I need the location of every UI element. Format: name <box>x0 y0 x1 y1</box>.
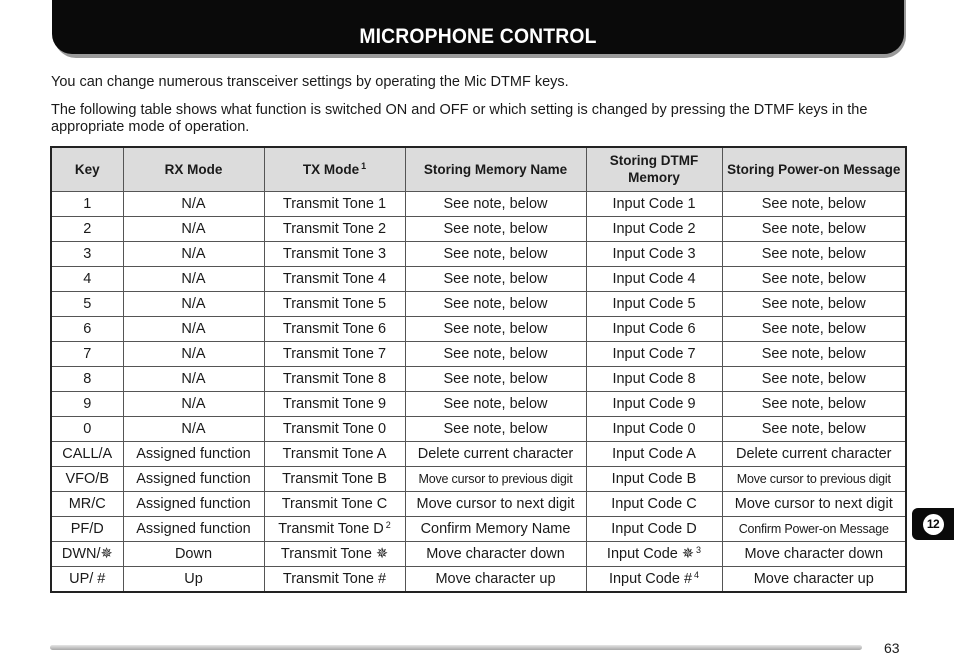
dtmf-memory-cell <box>586 291 722 316</box>
memory-name-cell-text: Move character down <box>426 545 565 562</box>
memory-name-cell <box>405 191 586 216</box>
memory-name-cell-text: See note, below <box>443 220 548 237</box>
tx-mode-cell <box>264 416 405 441</box>
tx-mode-cell-text: Transmit Tone A <box>282 445 387 462</box>
table-row <box>51 341 906 366</box>
power-on-message-cell-text: Move cursor to next digit <box>734 495 893 512</box>
power-on-message-cell <box>722 291 906 316</box>
key-cell <box>51 366 123 391</box>
tx-mode-cell-text: Transmit Tone ✵ <box>280 545 389 562</box>
rx-mode-cell-text: Down <box>174 545 213 562</box>
memory-name-cell <box>405 316 586 341</box>
rx-mode-cell-text: Assigned function <box>136 495 251 512</box>
tx-mode-cell-text: Transmit Tone 4 <box>282 270 387 287</box>
rx-mode-cell-text: N/A <box>181 395 206 412</box>
power-on-message-cell <box>722 416 906 441</box>
rx-mode-cell-text: N/A <box>181 345 206 362</box>
rx-mode-cell-text: Assigned function <box>136 520 251 537</box>
rx-mode-cell-text: N/A <box>181 220 206 237</box>
memory-name-cell-text: See note, below <box>443 395 548 412</box>
rx-mode-cell <box>123 416 264 441</box>
power-on-message-cell <box>722 341 906 366</box>
footer-rule <box>50 645 862 650</box>
key-cell-text: 7 <box>83 345 92 362</box>
table-row <box>51 416 906 441</box>
tx-mode-cell-text: Transmit Tone B <box>282 470 387 487</box>
power-on-message-cell-text: Delete current character <box>735 445 892 462</box>
memory-name-cell <box>405 491 586 516</box>
rx-mode-cell-text: N/A <box>181 370 206 387</box>
dtmf-memory-cell <box>586 466 722 491</box>
dtmf-memory-cell <box>586 216 722 241</box>
dtmf-memory-cell <box>586 316 722 341</box>
dtmf-memory-cell <box>586 566 722 592</box>
dtmf-memory-cell-text: Input Code 9 <box>612 395 696 412</box>
key-cell-text: 4 <box>83 270 92 287</box>
memory-name-cell <box>405 366 586 391</box>
memory-name-cell-text: See note, below <box>443 295 548 312</box>
dtmf-memory-cell-text: Input Code # <box>608 570 693 587</box>
tx-mode-cell <box>264 466 405 491</box>
memory-name-cell-text: Move character up <box>435 570 556 587</box>
rx-mode-cell <box>123 566 264 592</box>
rx-mode-cell-text: Assigned function <box>136 445 251 462</box>
rx-mode-cell <box>123 341 264 366</box>
dtmf-memory-cell-text: Input Code 5 <box>612 295 696 312</box>
key-cell <box>51 241 123 266</box>
table-row <box>51 366 906 391</box>
table-row <box>51 516 906 541</box>
key-cell-text: PF/D <box>70 520 104 537</box>
rx-mode-cell <box>123 491 264 516</box>
rx-mode-cell-text: Up <box>184 570 203 587</box>
memory-name-cell <box>405 466 586 491</box>
key-cell <box>51 516 123 541</box>
tx-mode-cell <box>264 316 405 341</box>
table-row <box>51 291 906 316</box>
key-cell <box>51 191 123 216</box>
chapter-number-badge: 12 <box>923 514 944 535</box>
intro-paragraph-1: You can change numerous transceiver settings by operating the Mic DTMF keys. <box>51 74 569 90</box>
key-cell-text: 2 <box>83 220 92 237</box>
power-on-message-cell <box>722 466 906 491</box>
key-cell-text: CALL/A <box>62 445 113 462</box>
power-on-message-cell <box>722 266 906 291</box>
power-on-message-cell-text: See note, below <box>761 345 866 362</box>
page-number: 63 <box>884 640 900 656</box>
power-on-message-cell-text: See note, below <box>761 195 866 212</box>
key-cell <box>51 491 123 516</box>
dtmf-memory-cell-text: Input Code 1 <box>612 195 696 212</box>
dtmf-memory-cell-text: Input Code B <box>611 470 697 487</box>
dtmf-memory-cell <box>586 391 722 416</box>
rx-mode-cell <box>123 291 264 316</box>
key-cell <box>51 216 123 241</box>
rx-mode-cell <box>123 541 264 566</box>
power-on-message-cell <box>722 541 906 566</box>
power-on-message-cell <box>722 191 906 216</box>
tx-mode-cell-text: Transmit Tone C <box>281 495 388 512</box>
memory-name-cell-text: See note, below <box>443 345 548 362</box>
memory-name-cell <box>405 566 586 592</box>
power-on-message-cell <box>722 216 906 241</box>
power-on-message-cell-text: See note, below <box>761 295 866 312</box>
tx-mode-cell-text: Transmit Tone 2 <box>282 220 387 237</box>
rx-mode-cell-text: N/A <box>181 270 206 287</box>
tx-mode-cell <box>264 266 405 291</box>
power-on-message-cell-text: See note, below <box>761 370 866 387</box>
key-cell <box>51 566 123 592</box>
tx-mode-cell <box>264 191 405 216</box>
memory-name-cell-text: See note, below <box>443 320 548 337</box>
tx-mode-cell-text: Transmit Tone 9 <box>282 395 387 412</box>
key-cell <box>51 466 123 491</box>
tx-mode-cell-text: Transmit Tone 7 <box>282 345 387 362</box>
power-on-message-cell-text: See note, below <box>761 420 866 437</box>
rx-mode-cell <box>123 266 264 291</box>
power-on-message-cell <box>722 241 906 266</box>
rx-mode-cell-text: N/A <box>181 295 206 312</box>
power-on-message-cell-text: Move character up <box>753 570 874 587</box>
memory-name-cell-text: See note, below <box>443 420 548 437</box>
dtmf-memory-cell-text: Input Code C <box>611 495 697 512</box>
rx-mode-cell-text: N/A <box>181 245 206 262</box>
memory-name-cell <box>405 441 586 466</box>
dtmf-memory-cell-text: Input Code 6 <box>612 320 696 337</box>
header-tx-mode-footnote: 1 <box>361 160 367 171</box>
power-on-message-cell-text: Confirm Power-on Message <box>738 521 889 536</box>
page-title: MICROPHONE CONTROL <box>359 25 597 48</box>
key-cell <box>51 416 123 441</box>
dtmf-memory-cell <box>586 191 722 216</box>
key-cell <box>51 441 123 466</box>
memory-name-cell-text: Move cursor to previous digit <box>418 471 573 486</box>
header-rx-mode: RX Mode <box>123 147 264 191</box>
key-cell <box>51 541 123 566</box>
table-row <box>51 391 906 416</box>
rx-mode-cell <box>123 316 264 341</box>
memory-name-cell <box>405 541 586 566</box>
memory-name-cell-text: Confirm Memory Name <box>420 520 571 537</box>
memory-name-cell-text: Move cursor to next digit <box>416 495 575 512</box>
tx-mode-cell <box>264 491 405 516</box>
key-cell-text: 3 <box>83 245 92 262</box>
rx-mode-cell <box>123 241 264 266</box>
header-storing-dtmf-memory: Storing DTMF Memory <box>586 147 722 191</box>
dtmf-memory-cell <box>586 541 722 566</box>
header-key: Key <box>51 147 123 191</box>
dtmf-memory-cell-text: Input Code 3 <box>612 245 696 262</box>
tx-mode-cell-text: Transmit Tone 5 <box>282 295 387 312</box>
dtmf-memory-cell <box>586 491 722 516</box>
key-cell-text: UP/ # <box>69 570 106 587</box>
tx-mode-cell-text: Transmit Tone D <box>278 520 384 537</box>
table-row <box>51 266 906 291</box>
rx-mode-cell <box>123 191 264 216</box>
tx-mode-cell <box>264 341 405 366</box>
power-on-message-cell-text: See note, below <box>761 270 866 287</box>
tx-mode-cell-text: Transmit Tone 6 <box>282 320 387 337</box>
dtmf-memory-cell-text: Input Code 8 <box>612 370 696 387</box>
dtmf-memory-cell <box>586 266 722 291</box>
tx-mode-cell-footnote: 2 <box>385 519 391 530</box>
memory-name-cell-text: See note, below <box>443 195 548 212</box>
header-banner <box>52 0 904 54</box>
key-cell-text: DWN/✵ <box>61 545 113 562</box>
tx-mode-cell-text: Transmit Tone # <box>282 570 387 587</box>
key-cell <box>51 291 123 316</box>
memory-name-cell <box>405 516 586 541</box>
tx-mode-cell <box>264 391 405 416</box>
dtmf-memory-cell <box>586 341 722 366</box>
rx-mode-cell-text: N/A <box>181 320 206 337</box>
tx-mode-cell-text: Transmit Tone 1 <box>282 195 387 212</box>
key-cell <box>51 316 123 341</box>
rx-mode-cell <box>123 466 264 491</box>
dtmf-memory-cell <box>586 516 722 541</box>
tx-mode-cell <box>264 216 405 241</box>
rx-mode-cell-text: Assigned function <box>136 470 251 487</box>
key-cell-text: VFO/B <box>65 470 109 487</box>
memory-name-cell <box>405 416 586 441</box>
dtmf-memory-cell-text: Input Code A <box>612 445 696 462</box>
power-on-message-cell <box>722 316 906 341</box>
header-tx-mode <box>264 147 405 191</box>
dtmf-memory-cell-footnote: 3 <box>696 544 702 555</box>
header-storing-power-on-message: Storing Power-on Message <box>722 147 906 191</box>
tx-mode-cell-text: Transmit Tone 3 <box>282 245 387 262</box>
table-header-row <box>51 147 906 191</box>
memory-name-cell <box>405 391 586 416</box>
dtmf-memory-cell-text: Input Code 4 <box>612 270 696 287</box>
dtmf-memory-cell-text: Input Code 7 <box>612 345 696 362</box>
power-on-message-cell <box>722 366 906 391</box>
key-cell-text: 0 <box>83 420 92 437</box>
key-cell <box>51 266 123 291</box>
tx-mode-cell <box>264 291 405 316</box>
memory-name-cell-text: See note, below <box>443 245 548 262</box>
tx-mode-cell-text: Transmit Tone 0 <box>282 420 387 437</box>
key-cell-text: 5 <box>83 295 92 312</box>
key-cell <box>51 391 123 416</box>
table-row <box>51 491 906 516</box>
power-on-message-cell <box>722 516 906 541</box>
key-cell-text: 1 <box>83 195 92 212</box>
memory-name-cell <box>405 341 586 366</box>
tx-mode-cell <box>264 541 405 566</box>
power-on-message-cell <box>722 566 906 592</box>
power-on-message-cell-text: See note, below <box>761 395 866 412</box>
table-row <box>51 466 906 491</box>
tx-mode-cell <box>264 366 405 391</box>
table-row <box>51 566 906 592</box>
memory-name-cell-text: Delete current character <box>417 445 574 462</box>
dtmf-key-function-table <box>50 146 907 593</box>
power-on-message-cell-text: See note, below <box>761 245 866 262</box>
dtmf-memory-cell-text: Input Code 0 <box>612 420 696 437</box>
rx-mode-cell <box>123 366 264 391</box>
key-cell-text: 9 <box>83 395 92 412</box>
rx-mode-cell-text: N/A <box>181 195 206 212</box>
dtmf-memory-cell <box>586 241 722 266</box>
dtmf-memory-cell-text: Input Code D <box>611 520 697 537</box>
dtmf-memory-cell <box>586 416 722 441</box>
dtmf-memory-cell-text: Input Code 2 <box>612 220 696 237</box>
key-cell-text: 8 <box>83 370 92 387</box>
tx-mode-cell-text: Transmit Tone 8 <box>282 370 387 387</box>
tx-mode-cell <box>264 566 405 592</box>
table-row <box>51 191 906 216</box>
dtmf-memory-cell-footnote: 4 <box>694 569 700 580</box>
memory-name-cell-text: See note, below <box>443 370 548 387</box>
rx-mode-cell-text: N/A <box>181 420 206 437</box>
dtmf-memory-cell <box>586 366 722 391</box>
tx-mode-cell <box>264 441 405 466</box>
power-on-message-cell-text: See note, below <box>761 320 866 337</box>
table-row <box>51 241 906 266</box>
table-row <box>51 316 906 341</box>
power-on-message-cell <box>722 441 906 466</box>
memory-name-cell <box>405 266 586 291</box>
power-on-message-cell <box>722 391 906 416</box>
memory-name-cell-text: See note, below <box>443 270 548 287</box>
table-row <box>51 441 906 466</box>
memory-name-cell <box>405 241 586 266</box>
memory-name-cell <box>405 291 586 316</box>
key-cell-text: MR/C <box>68 495 106 512</box>
chapter-tab <box>912 508 954 540</box>
dtmf-memory-cell <box>586 441 722 466</box>
rx-mode-cell <box>123 516 264 541</box>
power-on-message-cell <box>722 491 906 516</box>
header-tx-mode-label: TX Mode <box>302 161 360 177</box>
rx-mode-cell <box>123 391 264 416</box>
table-row <box>51 541 906 566</box>
intro-paragraph-2: The following table shows what function is switched ON and OFF or which setting is changed by pressing the DTMF keys in the appropriate mode of operation. <box>51 102 868 135</box>
table-row <box>51 216 906 241</box>
key-cell-text: 6 <box>83 320 92 337</box>
memory-name-cell <box>405 216 586 241</box>
rx-mode-cell <box>123 216 264 241</box>
power-on-message-cell-text: Move cursor to previous digit <box>736 471 891 486</box>
tx-mode-cell <box>264 241 405 266</box>
dtmf-memory-cell-text: Input Code ✵ <box>606 545 695 562</box>
power-on-message-cell-text: Move character down <box>744 545 884 562</box>
power-on-message-cell-text: See note, below <box>761 220 866 237</box>
tx-mode-cell <box>264 516 405 541</box>
header-storing-memory-name: Storing Memory Name <box>405 147 586 191</box>
table-body <box>51 191 906 592</box>
rx-mode-cell <box>123 441 264 466</box>
key-cell <box>51 341 123 366</box>
